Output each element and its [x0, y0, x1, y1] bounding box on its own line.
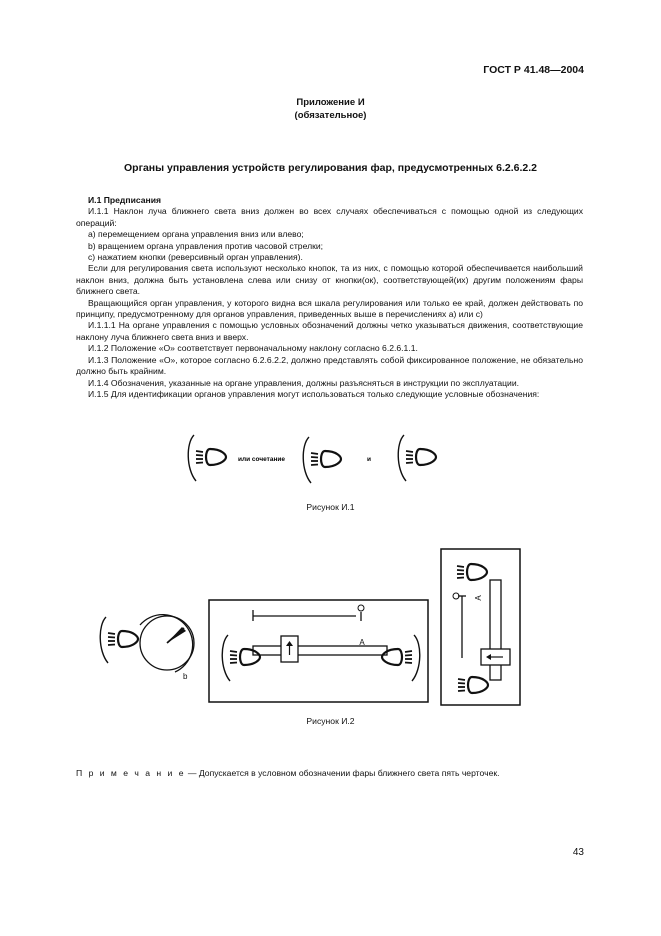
paragraph: Если для регулирования света используют несколько кнопок, та из них, с помощью которой обеспечивается наибольший наклон вниз, должна быть установлена слева или снизу от кнопки(ок), соответствующей(их) другим положениям фары ближнего света. [76, 263, 583, 297]
paragraph: И.1.1 Наклон луча ближнего света вниз должен во всех случаях обеспечиваться с помощью одной из следующих операций: [76, 206, 583, 228]
list-item: b) вращением органа управления против часовой стрелки; [88, 240, 324, 251]
figure-1-label-and: и [367, 456, 371, 463]
section-title: Органы управления устройств регулирования фар, предусмотренных 6.2.6.2.2 [124, 162, 537, 174]
vertical-slider-panel [441, 549, 520, 705]
figure-1-symbol-middle [303, 437, 341, 483]
paragraph: И.1.2 Положение «О» соответствует первоначальному наклону согласно 6.2.6.1.1. [88, 343, 418, 354]
paragraph: И.1 Предписания [88, 195, 162, 205]
figure-2-caption: Рисунок И.2 [306, 716, 355, 726]
note-prefix: П р и м е ч а н и е [76, 768, 186, 778]
appendix-subtitle: (обязательное) [294, 110, 367, 121]
list-item: с) нажатием кнопки (реверсивный орган управления). [88, 252, 303, 263]
mark-a-vertical: А [474, 595, 483, 601]
mark-o-horizontal: О [355, 603, 361, 610]
list-item: а) перемещением органа управления вниз или влево; [88, 229, 304, 240]
paragraph: И.1.1.1 На органе управления с помощью условных обозначений должны четко указываться движения, соответствующие наклону луча ближнего света вниз и вверх. [76, 320, 583, 342]
note-text: — Допускается в условном обозначении фары ближнего света пять черточек. [185, 768, 500, 778]
figure-1-caption: Рисунок И.1 [306, 502, 355, 512]
paragraph: И.1.5 Для идентификации органов управления могут использоваться только следующие условные обозначения: [88, 388, 540, 399]
figure-1-label-or: или сочетание [238, 456, 285, 463]
mark-b-rotary: b [183, 672, 188, 681]
horizontal-slider-panel [209, 600, 428, 702]
figure-1-symbol-right [398, 435, 436, 481]
paragraph: И.1.4 Обозначения, указанные на органе управления, должны разъясняться в инструкции по эксплуатации. [88, 377, 520, 388]
rotary-control [100, 615, 194, 672]
mark-a-horizontal: А [359, 638, 365, 647]
note [76, 768, 500, 778]
page-number: 43 [572, 847, 584, 858]
appendix-title: Приложение И [296, 97, 365, 108]
document-id: ГОСТ Р 41.48—2004 [483, 64, 584, 76]
figure-1-symbol-left [188, 435, 226, 481]
paragraph: Вращающийся орган управления, у которого видна вся шкала регулирования или только ее край, должен действовать по принципу, предусмотренному для органов управления, приведенных выше в перечислениях а) или с) [76, 297, 583, 320]
paragraph: И.1.3 Положение «О», которое согласно 6.2.6.2.2, должно представлять собой фиксированное положение, не обязательно должно быть крайним. [76, 354, 583, 377]
